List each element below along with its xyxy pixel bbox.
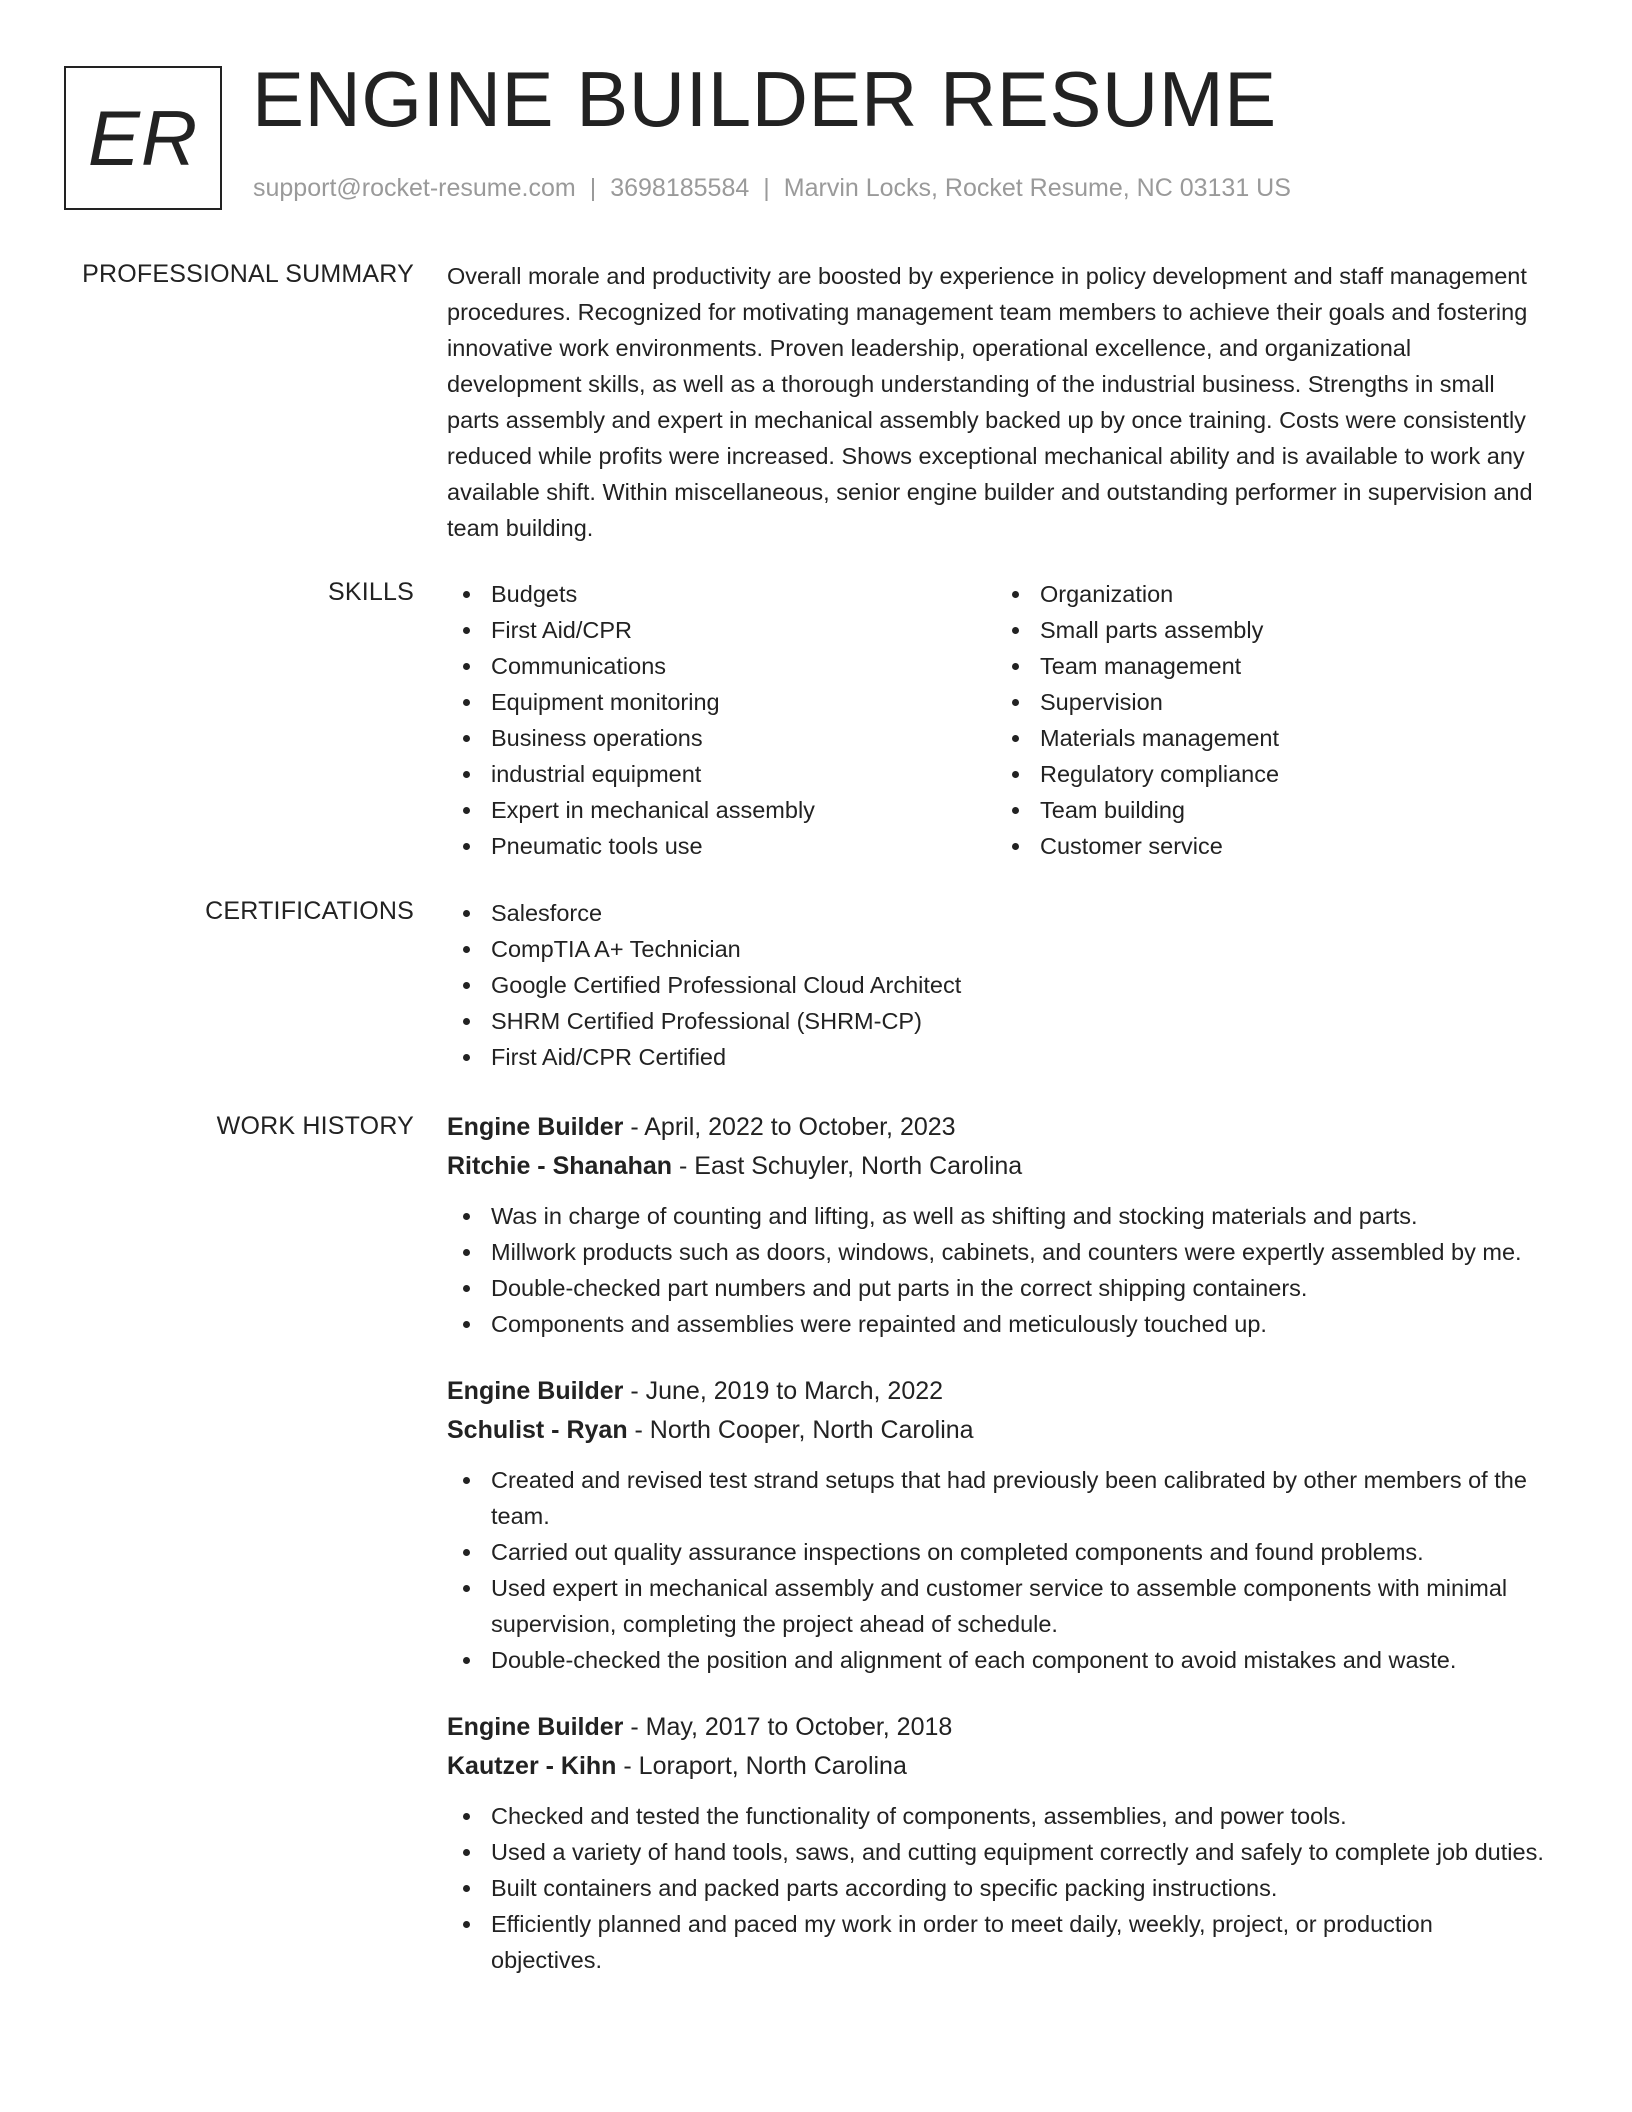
list-item: Expert in mechanical assembly [447, 792, 996, 828]
list-item: Double-checked the position and alignment of each component to avoid mistakes and waste. [447, 1642, 1547, 1678]
list-item: Business operations [447, 720, 996, 756]
list-item: Budgets [447, 576, 996, 612]
job-company-line [447, 1147, 1547, 1186]
list-item: Equipment monitoring [447, 684, 996, 720]
monogram-logo: ER [64, 66, 222, 210]
list-item: Small parts assembly [996, 612, 1545, 648]
job-company: Ritchie - Shanahan [447, 1152, 673, 1180]
list-item: Salesforce [447, 895, 1547, 931]
list-item: Google Certified Professional Cloud Architect [447, 967, 1547, 1003]
list-item: Checked and tested the functionality of components, assemblies, and power tools. [447, 1798, 1547, 1834]
list-item: Organization [996, 576, 1545, 612]
job-title-line [447, 1108, 1547, 1147]
list-item: SHRM Certified Professional (SHRM-CP) [447, 1003, 1547, 1039]
list-item: Communications [447, 648, 996, 684]
list-item: Used expert in mechanical assembly and customer service to assemble components with minimal supervision, completing the project ahead of schedule. [447, 1570, 1547, 1642]
contact-line [253, 174, 1291, 203]
work-history-heading: WORK HISTORY [216, 1112, 414, 1140]
certifications-body [447, 895, 1547, 1075]
skills-lists [447, 576, 1547, 864]
job-dates: - May, 2017 to October, 2018 [623, 1713, 953, 1741]
list-item: Carried out quality assurance inspections on completed components and found problems. [447, 1534, 1547, 1570]
job-title: Engine Builder [447, 1113, 624, 1141]
job-company-line [447, 1411, 1547, 1450]
contact-separator: | [589, 174, 597, 202]
list-item: industrial equipment [447, 756, 996, 792]
job-location: - North Cooper, North Carolina [627, 1416, 974, 1444]
summary-text: Overall morale and productivity are boosted by experience in policy development and staff management procedures. Recognized for motivating management team members to achieve their goals and fostering innovative work environments. Proven leadership, operational excellence, and organizational development skills, as well as a thorough understanding of the industrial business. Strengths in small parts assembly and expert in mechanical assembly backed up by once training. Costs were consistently reduced while profits were increased. Shows exceptional mechanical ability and is available to work any available shift. Within miscellaneous, senior engine builder and outstanding performer in supervision and team building. [447, 263, 1533, 541]
summary-heading: PROFESSIONAL SUMMARY [82, 260, 414, 288]
certifications-list [447, 895, 1547, 1075]
job-company: Kautzer - Kihn [447, 1752, 617, 1780]
contact-separator: | [763, 174, 770, 202]
job-dates: - April, 2022 to October, 2023 [623, 1113, 956, 1141]
job-title-line [447, 1372, 1547, 1411]
list-item: Efficiently planned and paced my work in order to meet daily, weekly, project, or production objectives. [447, 1906, 1547, 1978]
job-company-line [447, 1747, 1547, 1786]
job-title: Engine Builder [447, 1713, 624, 1741]
skills-list-right [996, 576, 1545, 864]
job-location: - East Schuyler, North Carolina [672, 1152, 1023, 1180]
job-duties-list [447, 1198, 1547, 1342]
job-company: Schulist - Ryan [447, 1416, 628, 1444]
job-title: Engine Builder [447, 1377, 624, 1405]
job-duties-list [447, 1462, 1547, 1678]
list-item: Regulatory compliance [996, 756, 1545, 792]
list-item: CompTIA A+ Technician [447, 931, 1547, 967]
list-item: Supervision [996, 684, 1545, 720]
job-entry [447, 1372, 1547, 1678]
list-item: First Aid/CPR [447, 612, 996, 648]
job-entry [447, 1108, 1547, 1342]
list-item: First Aid/CPR Certified [447, 1039, 1547, 1075]
list-item: Pneumatic tools use [447, 828, 996, 864]
list-item: Millwork products such as doors, windows, cabinets, and counters were expertly assembled by me. [447, 1234, 1547, 1270]
certifications-heading: CERTIFICATIONS [205, 897, 414, 925]
job-dates: - June, 2019 to March, 2022 [623, 1377, 944, 1405]
list-item: Team building [996, 792, 1545, 828]
job-location: - Loraport, North Carolina [616, 1752, 907, 1780]
list-item: Built containers and packed parts according to specific packing instructions. [447, 1870, 1547, 1906]
list-item: Used a variety of hand tools, saws, and cutting equipment correctly and safely to complete job duties. [447, 1834, 1547, 1870]
skills-list-left [447, 576, 996, 864]
list-item: Components and assemblies were repainted and meticulously touched up. [447, 1306, 1547, 1342]
list-item: Created and revised test strand setups that had previously been calibrated by other members of the team. [447, 1462, 1547, 1534]
work-history-body [447, 1108, 1547, 2008]
contact-phone: 3698185584 [610, 174, 750, 202]
list-item: Double-checked part numbers and put parts in the correct shipping containers. [447, 1270, 1547, 1306]
list-item: Was in charge of counting and lifting, as well as shifting and stocking materials and parts. [447, 1198, 1547, 1234]
list-item: Customer service [996, 828, 1545, 864]
resume-title: ENGINE BUILDER RESUME [252, 55, 1277, 143]
contact-email: support@rocket-resume.com [253, 174, 576, 202]
job-title-line [447, 1708, 1547, 1747]
list-item: Team management [996, 648, 1545, 684]
job-duties-list [447, 1798, 1547, 1978]
job-entry [447, 1708, 1547, 1978]
contact-address: Marvin Locks, Rocket Resume, NC 03131 US [783, 174, 1291, 202]
skills-heading: SKILLS [328, 578, 414, 606]
list-item: Materials management [996, 720, 1545, 756]
